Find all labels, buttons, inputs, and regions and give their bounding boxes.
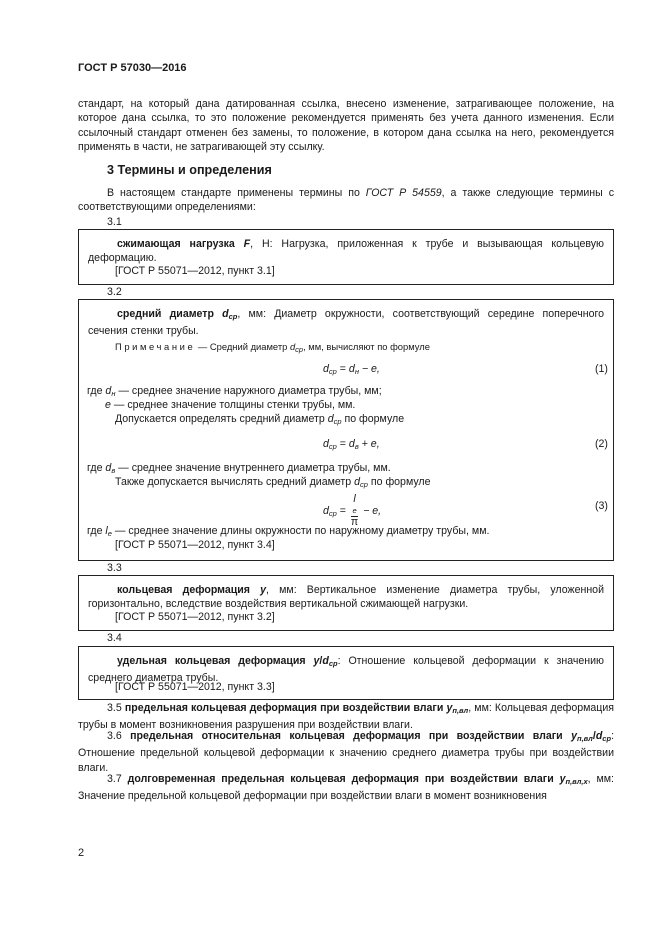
term-symbol-2: d xyxy=(322,655,329,667)
term-box-3-4 xyxy=(78,646,614,700)
clause-number-3-2: 3.2 xyxy=(107,286,122,298)
numerator-subscript: e xyxy=(352,506,357,515)
clause-number-3-4: 3.4 xyxy=(107,632,122,644)
where-prefix: где xyxy=(87,385,106,397)
allow-text-tail: по формуле xyxy=(367,476,431,488)
section-lead xyxy=(78,186,614,215)
term-source-3-1: [ГОСТ Р 55071—2012, пункт 3.1] xyxy=(115,265,275,277)
where-text: — среднее значение наружного диаметра трубы, мм; xyxy=(115,385,382,397)
term-box-3-1 xyxy=(78,229,614,285)
formula-rhs-subscript: н xyxy=(354,367,359,376)
term-symbol-subscript: п,вл xyxy=(576,734,593,743)
term-symbol: y xyxy=(260,584,267,596)
term-name: предельная кольцевая деформация при воздействии влаги xyxy=(124,702,447,714)
term-name: предельная относительная кольцевая деформация при воздействии влаги xyxy=(130,730,572,742)
term-name: удельная кольцевая деформация xyxy=(117,655,314,667)
formula-lhs-subscript: ср xyxy=(328,442,337,451)
standard-reference: ГОСТ Р 54559 xyxy=(365,187,442,199)
equation-number-3: (3) xyxy=(595,500,608,512)
formula-lhs-subscript: ср xyxy=(328,508,337,518)
term-text: : Отношение предельной кольцевой деформации к значению среднего диаметра трубы при воздействии влаги. xyxy=(78,730,615,774)
term-symbol-subscript: ср xyxy=(228,312,238,321)
equation-number-2: (2) xyxy=(595,438,608,450)
clause-number-3-3: 3.3 xyxy=(107,562,122,574)
allow-symbol-subscript: ср xyxy=(333,417,342,426)
formula-equals: = xyxy=(336,504,349,517)
formula-lhs: d xyxy=(323,438,329,450)
where-text: — среднее значение длины окружности по наружному диаметру трубы, мм. xyxy=(111,525,490,537)
note-text-tail: , мм, вычисляют по формуле xyxy=(303,341,430,352)
allow-formula-3 xyxy=(115,475,604,492)
term-definition-3-6 xyxy=(78,729,614,775)
clause-number-3-5: 3.5 xyxy=(107,702,125,714)
term-name: средний диаметр xyxy=(117,308,223,320)
note-symbol-subscript: ср xyxy=(295,345,304,354)
page-header: ГОСТ Р 57030—2016 xyxy=(78,62,187,74)
clause-number-3-1: 3.1 xyxy=(107,216,122,228)
term-slash: / xyxy=(319,655,323,667)
term-source-3-2: [ГОСТ Р 55071—2012, пункт 3.4] xyxy=(115,539,275,551)
formula-tail: + e, xyxy=(358,438,380,450)
note-label: Примечание xyxy=(115,341,196,352)
clause-number-3-7: 3.7 xyxy=(107,773,128,785)
allow-symbol: d xyxy=(327,413,334,425)
formula-rhs-subscript: в xyxy=(354,442,359,451)
term-symbol-2-subscript: ср xyxy=(602,734,612,743)
allow-text: Допускается определять средний диаметр xyxy=(115,413,328,425)
where-text: — среднее значение внутреннего диаметра трубы, мм. xyxy=(115,462,391,474)
page-number: 2 xyxy=(78,847,85,859)
allow-formula-2 xyxy=(115,412,604,429)
term-box-3-2 xyxy=(78,299,614,561)
term-symbol: y xyxy=(313,655,320,667)
formula-1 xyxy=(323,362,380,379)
where-e xyxy=(105,398,604,412)
term-text: , мм: Диаметр окружности, соответствующий середине поперечного сечения стенки трубы. xyxy=(88,308,604,338)
term-slash: / xyxy=(592,730,596,742)
fraction-denominator: π xyxy=(350,516,359,528)
term-symbol: y xyxy=(559,773,566,785)
formula-rhs: d xyxy=(348,363,355,375)
term-source-3-3: [ГОСТ Р 55071—2012, пункт 3.2] xyxy=(115,611,275,623)
term-name: долговременная предельная кольцевая деформация при воздействии влаги xyxy=(127,773,560,785)
lead-text: В настоящем стандарте применены термины по xyxy=(107,187,366,199)
formula-tail: − e, xyxy=(358,363,380,375)
term-definition-3-7 xyxy=(78,772,614,804)
where-symbol-subscript: в xyxy=(111,466,116,475)
term-definition-3-3 xyxy=(88,583,604,612)
term-symbol: F xyxy=(243,238,251,250)
term-text: , мм: Вертикальное изменение диаметра трубы, уложенной горизонтально, вследствие воздействия вертикальной сжимающей нагрузки. xyxy=(88,584,604,611)
term-symbol: y xyxy=(571,730,577,742)
where-symbol: e xyxy=(105,399,111,411)
term-text: , Н: Нагрузка, приложенная к трубе и вызывающая кольцевую деформацию. xyxy=(88,238,604,265)
allow-text-tail: по формуле xyxy=(341,413,405,425)
intro-paragraph: стандарт, на который дана датированная ссылка, внесено изменение, затрагивающее положение, на которое дана ссылка, то это положение рекомендуется применять без учета данного изменения. Если ссылочный стандарт отменен без замены, то положение, в котором дана ссылка на него, рекомендуется применять в части, не затрагивающей эту ссылку. xyxy=(78,98,614,154)
formula-lhs: d xyxy=(323,363,329,375)
term-name: сжимающая нагрузка xyxy=(117,238,244,250)
where-prefix: где xyxy=(87,462,106,474)
formula-fraction xyxy=(351,494,358,528)
formula-equals: = xyxy=(336,438,349,450)
allow-symbol: d xyxy=(354,476,361,488)
note xyxy=(115,340,604,357)
lead-text-tail: , а также следующие термины с соответствующими определениями: xyxy=(78,187,614,214)
where-symbol-subscript: e xyxy=(107,529,112,538)
term-definition-3-1 xyxy=(88,237,604,266)
numerator-symbol: l xyxy=(353,493,356,505)
where-prefix: где xyxy=(87,525,106,537)
note-text: — Средний диаметр xyxy=(195,341,290,352)
formula-2 xyxy=(323,437,380,454)
formula-lhs: d xyxy=(323,504,329,517)
where-text: — среднее значение толщины стенки трубы, мм. xyxy=(110,399,356,411)
clause-number-3-6: 3.6 xyxy=(107,730,131,742)
term-symbol-2-subscript: ср xyxy=(328,659,338,668)
note-symbol: d xyxy=(289,341,296,352)
term-symbol-2: d xyxy=(595,730,603,742)
term-text: : Отношение кольцевой деформации к значению среднего диаметра трубы. xyxy=(88,655,605,685)
section-title: 3 Термины и определения xyxy=(107,163,272,177)
term-definition-3-2 xyxy=(88,307,604,339)
fraction-numerator xyxy=(351,494,358,517)
where-symbol: l xyxy=(105,525,108,537)
allow-text: Также допускается вычислять средний диаметр xyxy=(115,476,355,488)
formula-tail: − e, xyxy=(360,504,382,517)
where-symbol: d xyxy=(105,385,112,397)
where-symbol: d xyxy=(105,462,112,474)
formula-equals: = xyxy=(336,363,349,375)
formula-3 xyxy=(323,494,381,528)
term-text: , мм: Кольцевая деформация трубы в момент возникновения разрушения при воздействии влаги. xyxy=(78,702,615,732)
allow-symbol-subscript: ср xyxy=(360,480,368,489)
term-name: кольцевая деформация xyxy=(117,584,261,596)
term-box-3-3 xyxy=(78,575,614,631)
where-symbol-subscript: н xyxy=(111,389,116,398)
formula-lhs-subscript: ср xyxy=(328,367,337,376)
term-symbol-subscript: п,вл,x xyxy=(565,777,588,786)
term-symbol: d xyxy=(222,308,229,320)
term-source-3-4: [ГОСТ Р 55071—2012, пункт 3.3] xyxy=(115,681,275,693)
term-text: , мм: Значение предельной кольцевой деформации при воздействии влаги в момент возникновения xyxy=(78,773,614,803)
formula-rhs: d xyxy=(348,438,355,450)
term-symbol-subscript: п,вл xyxy=(452,706,469,715)
equation-number-1: (1) xyxy=(595,363,608,375)
term-symbol: y xyxy=(446,702,453,714)
